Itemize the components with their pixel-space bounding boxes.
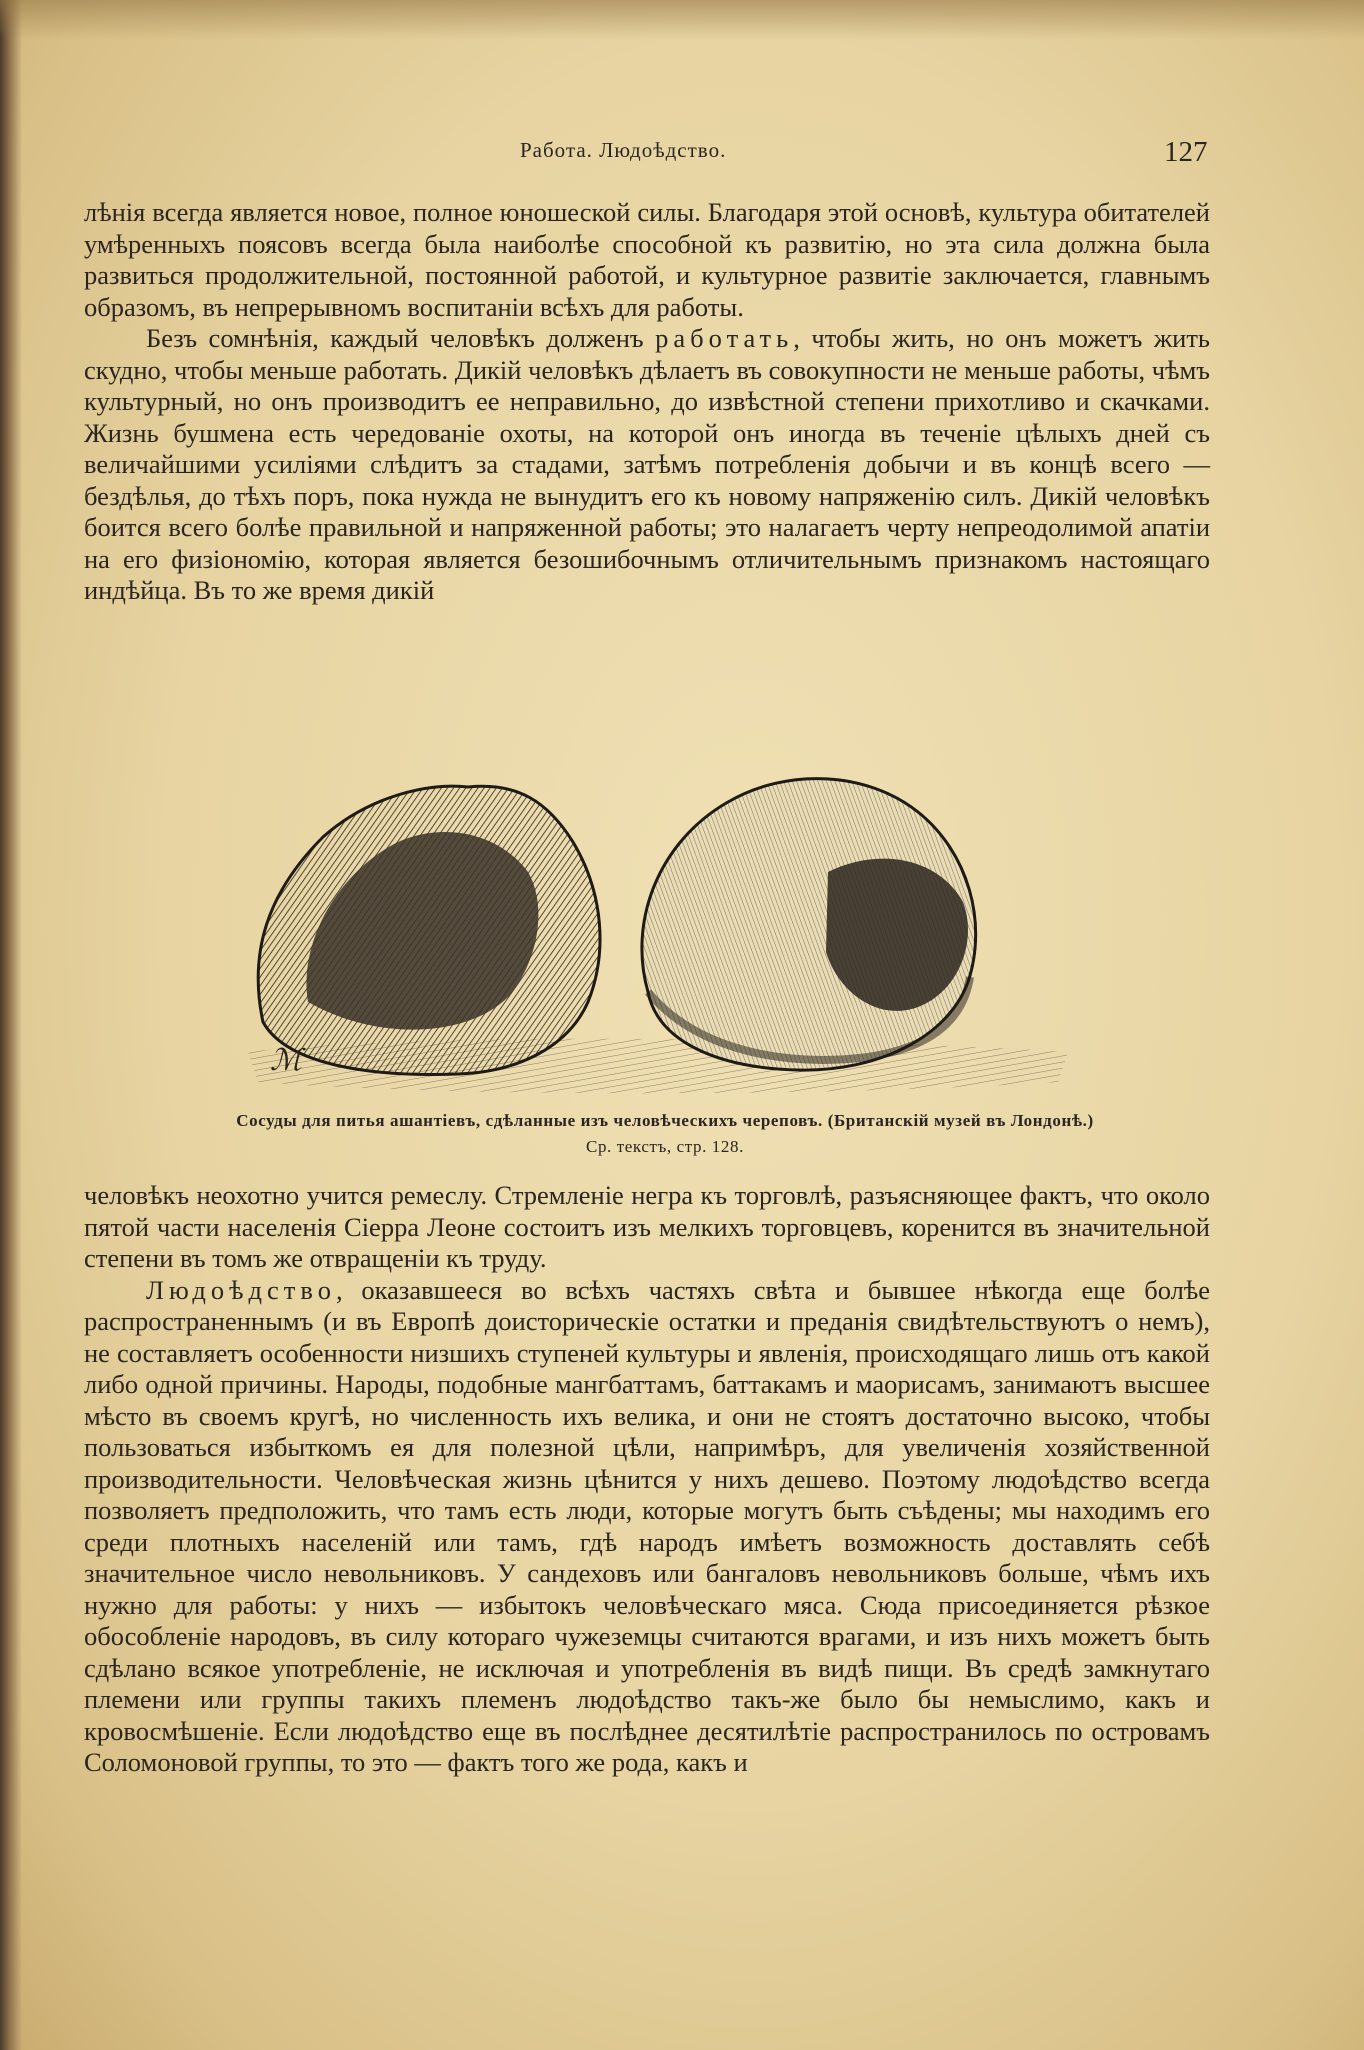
caption-reference: Ср. текстъ, стр. 128. (586, 1137, 744, 1156)
paragraph (84, 1275, 1210, 1779)
paragraph (84, 323, 1210, 607)
figure-caption (90, 1108, 1240, 1160)
page-edge-shadow (0, 0, 1364, 40)
page-number: 127 (1164, 136, 1208, 168)
emphasized-word: работать (655, 323, 794, 353)
paragraph: лѣнія всегда является новое, полное юношеской силы. Благодаря этой основѣ, культура обитателей умѣренныхъ поясовъ всегда была наиболѣе способной къ развитію, но эта сила должна была развиться продолжительной, постоянной работой, и культурное развитіе заключается, главнымъ образомъ, въ непрерывномъ воспитаніи всѣхъ для работы. (84, 197, 1210, 322)
paragraph-text: , оказавшееся во всѣхъ частяхъ свѣта и бывшее нѣкогда еще болѣе распространеннымъ (и въ Европѣ доисторическіе остатки и преданія свидѣтельствуютъ о немъ), не составляетъ особенности низшихъ ступеней культуры и явленія, происходящаго лишь отъ какой либо одной причины. Народы, подобные мангбаттамъ, баттакамъ и маорисамъ, занимаютъ высшее мѣсто въ своемъ кругѣ, но численность ихъ велика, и они не стоятъ достаточно высоко, чтобы пользоваться избыткомъ ея для полезной цѣли, напримѣръ, для увеличенія хозяйственной производительности. Человѣческая жизнь цѣнится у нихъ дешево. Поэтому людоѣдство всегда позволяетъ предположить, что тамъ есть люди, которые могутъ быть съѣдены; мы находимъ его среди плотныхъ населеній или тамъ, гдѣ народъ имѣетъ возможность доставлять себѣ значительное число невольниковъ. У сандеховъ или бангаловъ невольниковъ больше, чѣмъ ихъ нужно для работы: у нихъ — избытокъ человѣческаго мяса. Сюда присоединяется рѣзкое обособленіе народовъ, въ силу котораго чужеземцы считаются врагами, и изъ нихъ можетъ быть сдѣлано всякое употребленіе, не исключая и употребленія въ видѣ пищи. Въ средѣ замкнутаго племени или группы такихъ племенъ людоѣдство такъ-же было бы немыслимо, какъ и кровосмѣшеніе. Если людоѣдство еще въ послѣднее десятилѣтіе распространилось по островамъ Соломоновой группы, то это — фактъ того же рода, какъ и (84, 1274, 1210, 1777)
text-block-upper (84, 197, 1210, 607)
paragraph-text: , чтобы жить, но онъ можетъ жить скудно, чтобы меньше работать. Дикій человѣкъ дѣлаетъ въ совокупности не меньше работы, чѣмъ культурный, но онъ производитъ ее неправильно, до извѣстной степени прихотливо и скачками. Жизнь бушмена есть чередованіе охоты, на которой онъ иногда въ теченіе цѣлыхъ дней съ величайшими усиліями слѣдитъ за стадами, затѣмъ потребленія добычи и въ концѣ всего — бездѣлья, до тѣхъ поръ, пока нужда не вынудитъ его къ новому напряженію силъ. Дикій человѣкъ боится всего болѣе правильной и напряженной работы; это налагаетъ черту непреодолимой апатіи на его физіономію, которая является безошибочнымъ отличительнымъ признакомъ настоящаго индѣйца. Въ то же время дикій (84, 323, 1211, 605)
paragraph: человѣкъ неохотно учится ремеслу. Стремленіе негра къ торговлѣ, разъясняющее фактъ, что около пятой части населенія Сіерра Леоне состоитъ изъ мелкихъ торговцевъ, коренится въ значительной степени въ томъ же отвращеніи къ труду. (84, 1180, 1210, 1273)
running-head: Работа. Людоѣдство. (520, 138, 727, 162)
engraver-monogram: ℳ (270, 1043, 303, 1078)
binding-shadow (0, 0, 22, 2050)
paragraph-text: Безъ сомнѣнія, каждый человѣкъ долженъ (146, 323, 656, 353)
text-block-lower (84, 1180, 1210, 1779)
emphasized-word: Людоѣдство (146, 1274, 336, 1305)
page-header (0, 132, 1364, 172)
caption-line: Сосуды для питья ашантіевъ, сдѣланные изъ человѣческихъ череповъ. (Британскій музей въ Лондонѣ.) (236, 1111, 1094, 1130)
skull-cups-engraving (228, 752, 1088, 1104)
